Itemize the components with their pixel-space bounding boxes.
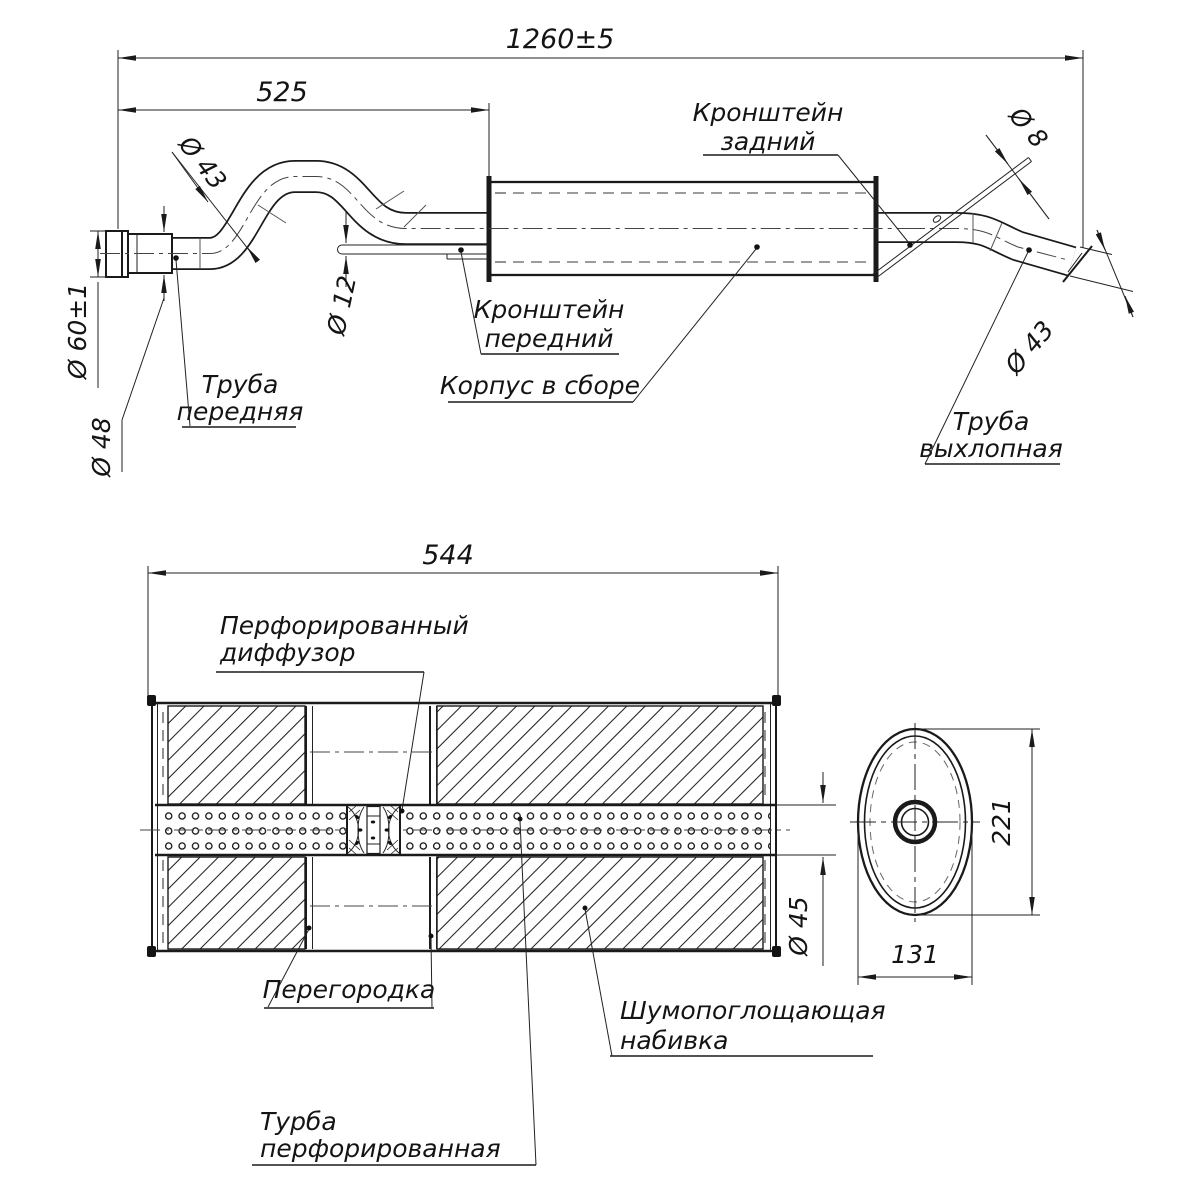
label-text: Труба (952, 407, 1030, 436)
dim-front-rod (321, 212, 362, 338)
leader-dot (458, 247, 464, 253)
dia43-rear-text: Ø 43 (999, 315, 1060, 380)
muffler-body (487, 176, 879, 282)
label-text: Перфорированный (220, 611, 469, 640)
top-view (63, 24, 1133, 478)
label-text: передняя (176, 397, 304, 426)
leader-dot (429, 934, 434, 939)
leader-dot (754, 244, 760, 250)
leader-dot (583, 906, 588, 911)
arrow (1019, 179, 1049, 219)
dim-544-text: 544 (422, 540, 474, 571)
perforated-tube (140, 805, 790, 855)
wool-block (437, 857, 763, 949)
dia48-text: Ø 48 (87, 417, 116, 477)
leader (122, 298, 164, 420)
leader-dot (518, 817, 523, 822)
arrow (247, 247, 256, 259)
label-front-pipe (173, 255, 303, 427)
front-pipe (106, 177, 489, 278)
leader (402, 672, 424, 810)
label-text: Кронштейн (473, 295, 625, 324)
label-text: Кронштейн (692, 98, 844, 127)
arrow (1125, 296, 1133, 317)
dim-131-text: 131 (891, 940, 939, 969)
rod-end (338, 245, 343, 254)
dim-total-text: 1260±5 (505, 24, 615, 55)
extension-line (1070, 276, 1133, 292)
label-text: Турба (260, 1107, 337, 1136)
label-text: Корпус в сборе (439, 371, 641, 400)
wool-block (437, 706, 763, 804)
wool-block (168, 706, 305, 804)
arrow (1097, 230, 1105, 250)
dia12-text: Ø 12 (321, 273, 363, 338)
dia43-front-text: Ø 43 (172, 130, 233, 196)
wool-block (168, 857, 305, 949)
end-view (850, 723, 1040, 985)
weld-tick (376, 191, 404, 209)
label-text: задний (720, 127, 816, 156)
label-text: набивка (620, 1026, 729, 1055)
rod-end (1029, 158, 1032, 162)
label-text: Перегородка (262, 975, 436, 1004)
label-text: перфорированная (260, 1134, 501, 1163)
seam-lip (147, 695, 156, 706)
label-text: выхлопная (919, 434, 1063, 463)
seam-lip (772, 946, 781, 957)
arrow (986, 135, 1008, 164)
dim-221-text: 221 (987, 798, 1016, 846)
seam-lip (772, 695, 781, 706)
dim-rear-rod (986, 101, 1054, 219)
dim-525-text: 525 (256, 77, 308, 108)
leader-dot (1026, 247, 1032, 253)
dim-inner-tube (775, 772, 836, 966)
leader-dot (907, 242, 913, 248)
dia60-text: Ø 60±1 (63, 282, 92, 380)
perforated-diffuser (346, 805, 400, 855)
label-text: Шумопоглощающая (620, 996, 886, 1025)
seam-lip (147, 946, 156, 957)
leader-dot (400, 809, 405, 814)
dia45-text: Ø 45 (784, 896, 813, 956)
dim-front-pipe-length (118, 77, 489, 214)
label-text: передний (484, 324, 614, 353)
label-text: диффузор (220, 638, 356, 667)
section-view (140, 540, 886, 1165)
dim-inlet-flare (63, 231, 108, 388)
leader-dot (173, 255, 179, 261)
front-bracket-rod (338, 245, 489, 259)
diffuser-neck (367, 807, 380, 854)
dia8-text: Ø 8 (1003, 101, 1054, 154)
leader-dot (307, 926, 312, 931)
tail-pipe (874, 213, 1092, 282)
label-text: Труба (201, 370, 279, 399)
